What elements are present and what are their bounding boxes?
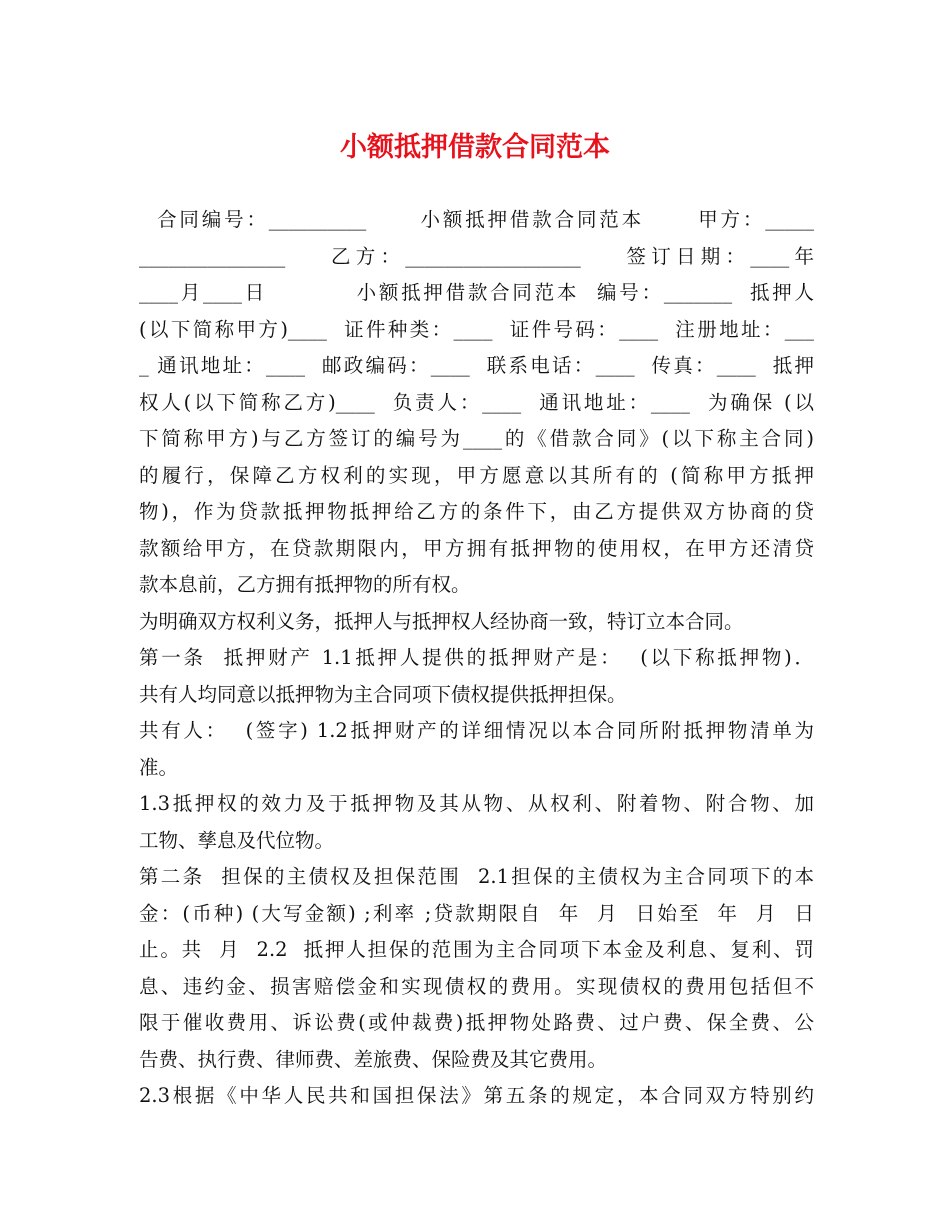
body-line: 2.3根据《中华人民共和国担保法》第五条的规定，本合同双方特别约 [139, 1084, 814, 1107]
body-line: 限于催收费用、诉讼费(或仲裁费)抵押物处路费、过户费、保全费、公 [139, 1011, 814, 1034]
document-body [139, 202, 814, 1115]
body-line: 款额给甲方，在贷款期限内，甲方拥有抵押物的使用权，在甲方还清贷 [139, 536, 814, 560]
body-line: _______________ 乙方：__________________ 签订日期：____年 [139, 244, 814, 268]
body-line: 准。 [139, 755, 179, 779]
body-line: 金：(币种) (大写金额) ;利率 ;贷款期限自 年 月 日始至 年 月 日 [139, 901, 814, 925]
body-line: (以下简称甲方)____ 证件种类：____ 证件号码：____ 注册地址：___ [139, 317, 814, 341]
body-line: _ 通讯地址：____ 邮政编码：____ 联系电话：____ 传真：____ 抵押 [139, 354, 814, 377]
body-line: 物)，作为贷款抵押物抵押给乙方的条件下，由乙方提供双方协商的贷 [139, 500, 814, 523]
body-line: 共有人均同意以抵押物为主合同项下债权提供抵押担保。 [139, 682, 627, 706]
body-line: 的履行，保障乙方权利的实现，甲方愿意以其所有的 (简称甲方抵押 [139, 463, 814, 487]
body-line: 止。共 月 2.2 抵押人担保的范围为主合同项下本金及利息、复利、罚 [139, 938, 814, 961]
body-line: 下简称甲方)与乙方签订的编号为____的《借款合同》(以下称主合同) [139, 427, 814, 450]
document-title: 小额抵押借款合同范本 [340, 132, 610, 163]
body-line: 第二条 担保的主债权及担保范围 2.1担保的主债权为主合同项下的本 [139, 865, 814, 888]
body-line: 第一条 抵押财产 1.1抵押人提供的抵押财产是： (以下称抵押物)． [139, 646, 814, 669]
body-line: 权人(以下简称乙方)____ 负责人：____ 通讯地址：____ 为确保 (以 [139, 390, 814, 414]
body-line: 款本息前，乙方拥有抵押物的所有权。 [139, 573, 471, 596]
body-line: 为明确双方权利义务，抵押人与抵押权人经协商一致，特订立本合同。 [139, 609, 744, 633]
body-line: 息、违约金、损害赔偿金和实现债权的费用。实现债权的费用包括但不 [139, 974, 814, 998]
body-line: 共有人： (签字) 1.2抵押财产的详细情况以本合同所附抵押物清单为 [139, 719, 814, 742]
body-line: 合同编号：__________ 小额抵押借款合同范本 甲方：_____ [139, 208, 814, 231]
body-line: 1.3抵押权的效力及于抵押物及其从物、从权利、附着物、附合物、加 [139, 792, 814, 815]
body-line: 告费、执行费、律师费、差旅费、保险费及其它费用。 [139, 1047, 608, 1071]
body-line: 工物、孳息及代位物。 [139, 828, 335, 852]
body-line: ____月____日 小额抵押借款合同范本 编号：_______ 抵押人 [139, 281, 814, 304]
